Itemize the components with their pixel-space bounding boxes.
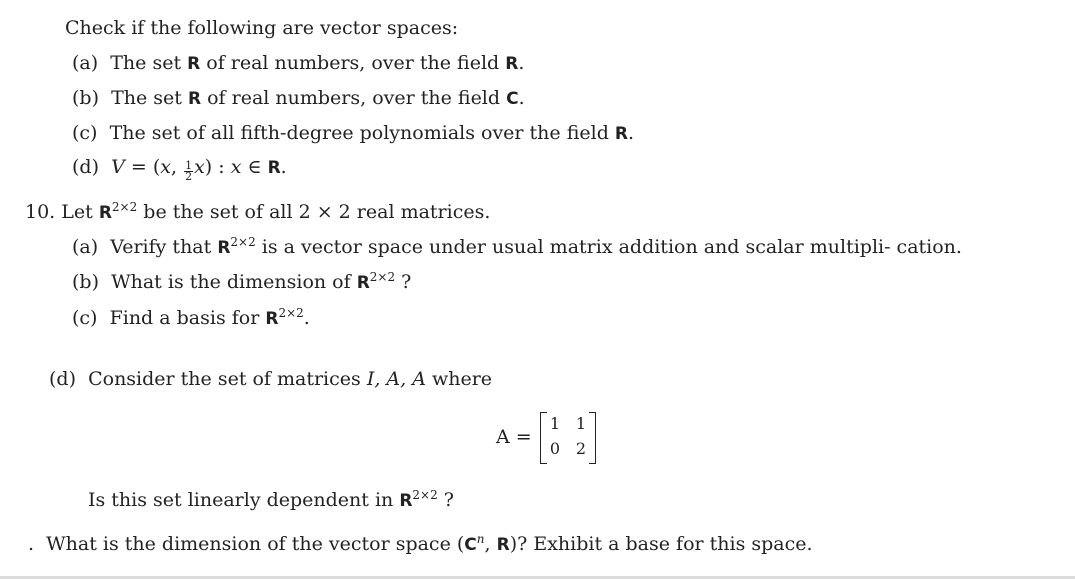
matrix-a	[540, 410, 596, 466]
q9-a-reals-symbol: R	[187, 54, 201, 74]
q9-a-mid: of real numbers, over the field	[206, 52, 500, 74]
q9-d-reals-symbol: R	[267, 158, 281, 178]
q10-a-post: is a vector space under usual matrix addition and scalar multipli- cation.	[261, 236, 962, 258]
matrix-cell-2-2: 2	[575, 439, 587, 458]
q10-b-reals-symbol: R	[356, 273, 370, 293]
q9-item-b	[72, 86, 525, 111]
q11-bullet: .	[28, 533, 35, 555]
q10-item-d	[49, 367, 492, 391]
q10-item-b	[72, 270, 411, 295]
q9-c-field-symbol: R	[614, 124, 629, 144]
q9-d-comma: ,	[170, 156, 178, 178]
q9-d-eq: = (	[130, 156, 161, 178]
q9-d-var-x2: x	[194, 156, 205, 178]
matrix-cell-1-2: 1	[575, 414, 587, 433]
q9-item-a	[72, 51, 524, 76]
q11	[28, 532, 813, 557]
q9-a-label: (a)	[72, 52, 99, 74]
q10-question-pre: Is this set linearly dependent in	[88, 489, 394, 511]
q9-d-denominator: 2	[185, 170, 193, 183]
q10-question-exponent: 2×2	[412, 488, 438, 502]
matrix-cell-2-1: 0	[549, 439, 561, 458]
q9-a-field-symbol: R	[505, 54, 519, 74]
q9-a-text: The set	[110, 52, 182, 74]
q9-item-d	[72, 155, 287, 182]
q9-c-end: .	[628, 122, 635, 144]
q10-exponent: 2×2	[111, 200, 138, 214]
q10-question-reals-symbol: R	[399, 491, 413, 511]
q9-c-label: (c)	[72, 122, 98, 144]
q9-d-close: ) :	[204, 156, 225, 178]
q10-header	[25, 200, 490, 225]
q10-item-c	[72, 306, 310, 331]
q10-c-exponent: 2×2	[278, 306, 304, 320]
matrix-cell-1-1: 1	[549, 414, 561, 433]
q10-item-a	[72, 235, 962, 260]
q10-b-exponent: 2×2	[369, 270, 396, 284]
q9-d-fraction	[184, 161, 193, 182]
q9-intro: Check if the following are vector spaces:	[65, 17, 459, 39]
q9-d-label: (d)	[72, 156, 99, 178]
q10-number: 10.	[25, 201, 56, 223]
right-bracket	[589, 412, 596, 464]
q11-post: )? Exhibit a base for this space.	[509, 533, 813, 555]
q9-d-var-x3: x	[230, 156, 242, 178]
q9-c-text: The set of all fifth-degree polynomials over the field	[109, 122, 609, 144]
q11-exponent: n	[476, 532, 485, 546]
q9-item-c	[72, 121, 634, 146]
q10-question	[88, 488, 454, 513]
q10-a-pre: Verify that	[110, 236, 212, 258]
q10-d-label: (d)	[49, 368, 76, 390]
q11-reals-symbol: R	[496, 535, 510, 555]
q11-pre: What is the dimension of the vector space (	[46, 533, 465, 555]
q10-a-reals-symbol: R	[217, 238, 231, 258]
q9-b-text: The set	[111, 87, 182, 109]
q10-lead: Let	[61, 201, 93, 223]
q9-b-label: (b)	[72, 87, 99, 109]
q10-d-post: where	[431, 368, 493, 390]
q10-d-pre: Consider the set of matrices	[88, 368, 361, 390]
matrix-a-lhs: A =	[496, 426, 532, 448]
q9-b-field-symbol: C	[506, 89, 519, 109]
q10-c-pre: Find a basis for	[109, 307, 260, 329]
q10-d-vars: I, A, A	[366, 368, 426, 390]
q9-b-end: .	[518, 87, 525, 109]
q10-a-label: (a)	[72, 236, 99, 258]
q11-complex-symbol: C	[464, 535, 477, 555]
q10-question-post: ?	[443, 489, 454, 511]
q10-c-post: .	[303, 307, 310, 329]
q9-d-end: .	[280, 156, 287, 178]
q10-c-reals-symbol: R	[265, 309, 279, 329]
q10-c-label: (c)	[72, 307, 98, 329]
q9-b-mid: of real numbers, over the field	[207, 87, 501, 109]
q10-rest: be the set of all 2 × 2 real matrices.	[143, 201, 491, 223]
q10-a-exponent: 2×2	[230, 235, 256, 249]
q9-a-end: .	[518, 52, 525, 74]
left-bracket	[540, 412, 547, 464]
q10-b-post: ?	[401, 271, 412, 293]
q9-d-in: ∈	[247, 156, 262, 178]
q11-mid: ,	[484, 533, 491, 555]
q9-d-numerator: 1	[185, 159, 193, 172]
q10-b-label: (b)	[72, 271, 99, 293]
q10-b-pre: What is the dimension of	[111, 271, 351, 293]
q9-d-var-v: V	[111, 156, 125, 178]
q10-reals-symbol: R	[98, 203, 112, 223]
q9-b-reals-symbol: R	[187, 89, 202, 109]
q9-d-var-x1: x	[160, 156, 171, 178]
